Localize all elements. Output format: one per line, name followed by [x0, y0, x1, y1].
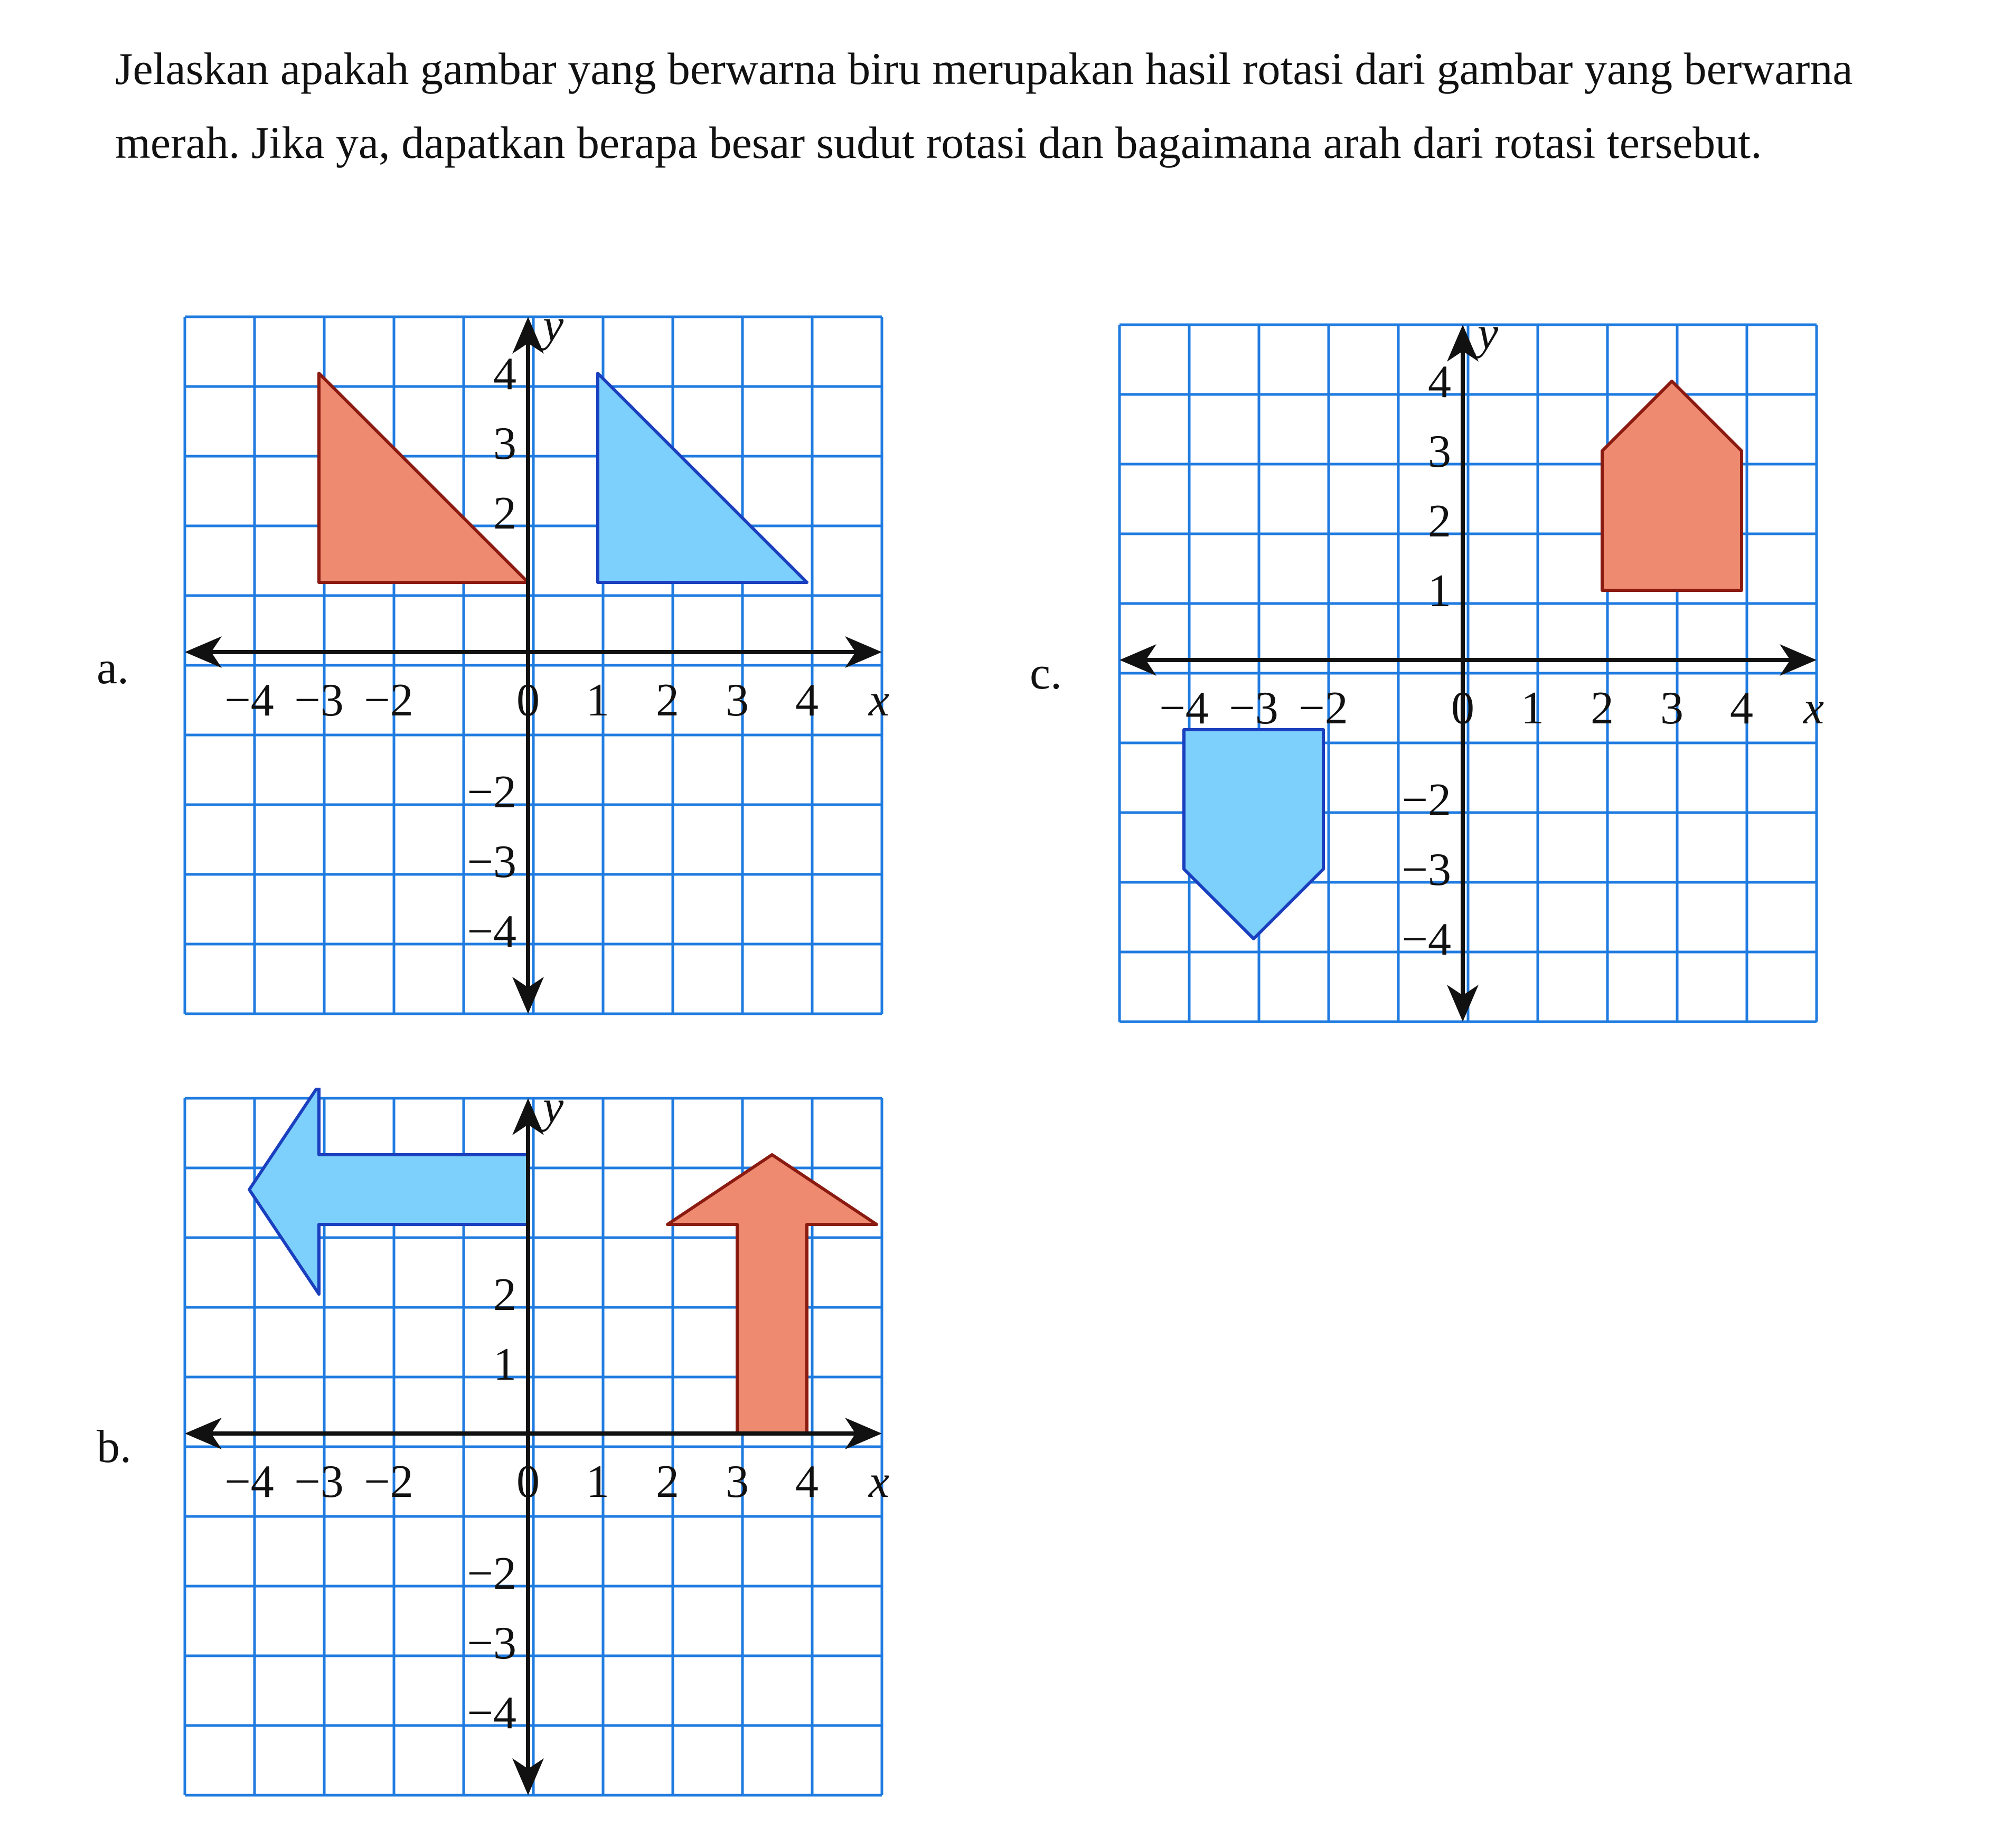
blue-shape [1184, 730, 1323, 939]
y-tick-label: −4 [467, 1687, 516, 1739]
x-tick-label: 0 [516, 1456, 540, 1507]
x-tick-label: 4 [1730, 683, 1753, 734]
y-tick-label: 2 [493, 1269, 516, 1321]
blue-shape [249, 1088, 528, 1294]
red-shape [667, 1155, 877, 1434]
y-axis-label: y [543, 1088, 564, 1133]
y-tick-label: 4 [493, 348, 516, 400]
x-tick-label: 0 [1451, 683, 1474, 734]
coordinate-grid-c [1114, 314, 1854, 1048]
y-tick-label: −2 [467, 767, 516, 818]
x-tick-label: 1 [586, 1456, 609, 1507]
x-tick-label: −3 [1229, 683, 1278, 734]
coordinate-grid-b [180, 1088, 919, 1822]
x-tick-label: 1 [1521, 683, 1544, 734]
x-tick-label: 2 [1591, 683, 1614, 734]
x-tick-label: 4 [795, 1456, 819, 1507]
x-tick-label: 2 [656, 675, 679, 726]
coordinate-grid-a [180, 306, 919, 1040]
x-tick-label: −2 [364, 1456, 413, 1507]
blue-shape [598, 373, 807, 582]
x-tick-label: −3 [294, 1456, 344, 1507]
y-tick-label: −2 [1402, 775, 1451, 826]
x-tick-label: 3 [726, 675, 749, 726]
red-shape [319, 373, 528, 582]
y-tick-label: 2 [1428, 496, 1451, 547]
y-tick-label: −3 [467, 1618, 516, 1669]
x-axis-label: x [1803, 683, 1824, 734]
grid-lines [185, 317, 882, 1014]
x-tick-label: 0 [516, 675, 540, 726]
x-tick-label: 1 [586, 675, 609, 726]
y-axis-label: y [1478, 314, 1499, 359]
x-tick-label: 3 [726, 1456, 749, 1507]
x-tick-label: −4 [224, 1456, 274, 1507]
x-tick-label: −3 [294, 675, 344, 726]
panel-a-label: a. [97, 643, 129, 694]
y-tick-label: 2 [493, 488, 516, 539]
y-tick-label: −3 [1402, 844, 1451, 895]
x-tick-label: −4 [1159, 683, 1209, 734]
y-tick-label: 3 [493, 418, 516, 469]
x-tick-label: −2 [1299, 683, 1348, 734]
red-shape [1602, 381, 1742, 590]
y-tick-label: 4 [1428, 356, 1451, 408]
panel-b-label: b. [97, 1421, 131, 1473]
x-axis-label: x [869, 1456, 890, 1507]
y-tick-label: 1 [493, 1339, 516, 1390]
x-tick-label: 3 [1660, 683, 1683, 734]
y-tick-label: −4 [467, 906, 516, 957]
x-tick-label: 2 [656, 1456, 679, 1507]
y-tick-label: −3 [467, 836, 516, 888]
y-tick-label: 3 [1428, 426, 1451, 477]
x-tick-label: −4 [224, 675, 274, 726]
x-tick-label: 4 [795, 675, 819, 726]
panel-c-label: c. [1030, 648, 1062, 699]
x-axis-label: x [869, 675, 890, 726]
y-tick-label: −4 [1402, 914, 1451, 965]
y-tick-label: −2 [467, 1548, 516, 1599]
x-tick-label: −2 [364, 675, 413, 726]
y-axis-label: y [543, 306, 564, 351]
question-text: Jelaskan apakah gambar yang berwarna biru merupakan hasil rotasi dari gambar yang berwarna merah. Jika ya, dapatkan berapa besar sudut rotasi dan bagaimana arah dari rotasi tersebut. [115, 43, 1853, 168]
y-tick-label: 1 [1428, 565, 1451, 617]
